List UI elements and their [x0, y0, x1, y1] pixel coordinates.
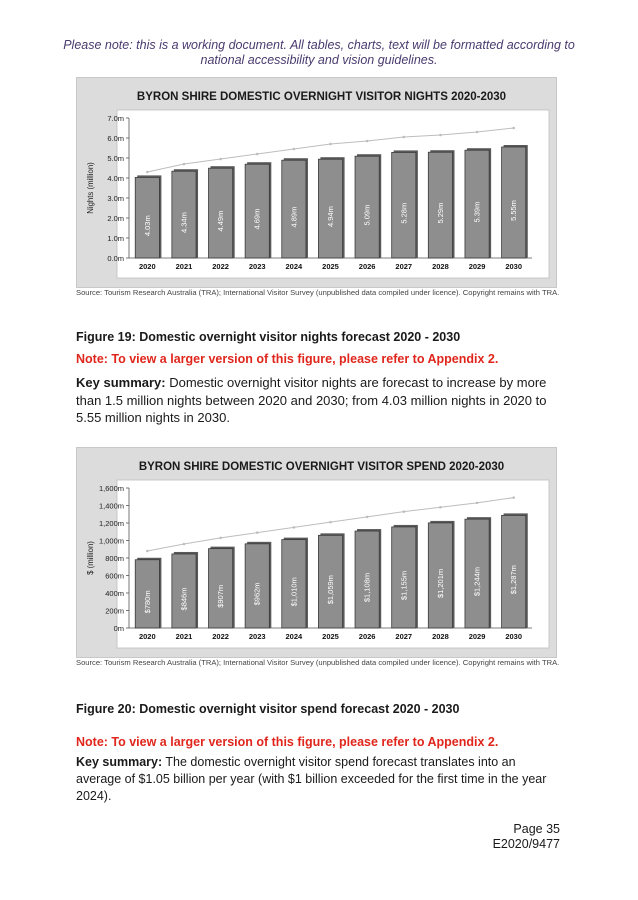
- x-tick-label: 2030: [505, 632, 523, 641]
- bar-data-label: $1,108m: [362, 572, 372, 603]
- y-tick-label: 1,200m: [98, 519, 124, 528]
- x-tick-label: 2027: [395, 632, 413, 641]
- bar-data-label: 4.49m: [216, 210, 226, 232]
- trend-point: [256, 153, 259, 156]
- working-document-notice: Please note: this is a working document. All tables, charts, text will be formatted according to national accessibility and vision guidelines.: [63, 38, 575, 67]
- nights-chart-frame: [76, 77, 557, 288]
- figure-20-key-summary: [76, 754, 556, 805]
- bar-data-label: $846m: [179, 587, 189, 611]
- trend-point: [366, 140, 369, 143]
- y-tick-label: 3.0m: [107, 194, 124, 203]
- y-tick-label: 2.0m: [107, 214, 124, 223]
- trend-point: [512, 496, 515, 499]
- trend-point: [219, 537, 222, 540]
- y-tick-label: 200m: [105, 606, 124, 616]
- y-tick-label: 1,600m: [98, 484, 124, 493]
- trend-point: [512, 127, 515, 130]
- trend-point: [219, 158, 222, 161]
- chart-source-note: Source: Tourism Research Australia (TRA); International Visitor Survey (unpublished data compiled under licence). Copyright remains with TRA.: [76, 288, 560, 297]
- trend-point: [439, 506, 442, 509]
- bar-data-label: $962m: [252, 582, 262, 606]
- x-tick-label: 2021: [175, 632, 193, 641]
- trend-point: [146, 171, 149, 174]
- trend-point: [146, 550, 149, 553]
- bar-data-label: $1,155m: [399, 570, 409, 601]
- x-tick-label: 2028: [432, 262, 449, 271]
- y-tick-label: 0m: [113, 624, 124, 633]
- bar-data-label: 4.34m: [179, 212, 189, 234]
- chart-title: BYRON SHIRE DOMESTIC OVERNIGHT VISITOR NIGHTS 2020-2030: [136, 91, 507, 103]
- x-tick-label: 2030: [505, 262, 523, 271]
- trend-point: [293, 148, 296, 151]
- bar-data-label: 5.09m: [362, 204, 372, 226]
- trend-point: [476, 131, 479, 134]
- trend-point: [293, 526, 296, 529]
- figure-19-key-summary: [76, 374, 556, 427]
- trend-point: [439, 134, 442, 137]
- bar-data-label: 5.29m: [435, 202, 445, 224]
- figure-20-caption: Figure 20: Domestic overnight visitor spend forecast 2020 - 2030: [76, 702, 460, 716]
- y-axis-label: Nights (million): [86, 162, 95, 214]
- y-tick-label: 4.0m: [107, 174, 124, 183]
- trend-point: [256, 531, 259, 534]
- bar-data-label: $1,201m: [435, 568, 445, 599]
- x-tick-label: 2024: [285, 632, 303, 641]
- y-axis-label: $ (million): [86, 541, 95, 575]
- y-tick-label: 5.0m: [107, 154, 124, 163]
- y-tick-label: 400m: [105, 589, 124, 598]
- page-footer: [493, 822, 560, 852]
- trend-point: [476, 502, 479, 505]
- figure-20-appendix-note: Note: To view a larger version of this figure, please refer to Appendix 2.: [76, 735, 499, 749]
- y-tick-label: 6.0m: [107, 134, 124, 143]
- x-tick-label: 2029: [468, 262, 486, 271]
- trend-point: [183, 163, 186, 166]
- chart-title: BYRON SHIRE DOMESTIC OVERNIGHT VISITOR SPEND 2020-2030: [138, 461, 505, 473]
- trend-point: [183, 543, 186, 546]
- y-tick-label: 1,400m: [98, 501, 124, 511]
- x-tick-label: 2020: [138, 632, 156, 641]
- bar-data-label: 5.55m: [509, 200, 519, 221]
- y-tick-label: 1,000m: [98, 536, 124, 546]
- bar-data-label: 4.69m: [252, 208, 262, 230]
- key-summary-label: Key summary:: [76, 375, 166, 390]
- x-tick-label: 2027: [395, 262, 413, 271]
- trend-point: [402, 510, 405, 513]
- y-tick-label: 600m: [105, 571, 124, 581]
- trend-point: [366, 516, 369, 519]
- x-tick-label: 2028: [432, 632, 449, 641]
- x-tick-label: 2023: [248, 262, 266, 271]
- x-tick-label: 2026: [358, 262, 376, 271]
- x-tick-label: 2020: [138, 262, 156, 271]
- bar-data-label: 4.94m: [326, 206, 335, 228]
- y-tick-label: 0.0m: [107, 254, 124, 263]
- bar-data-label: $907m: [216, 584, 226, 608]
- document-reference: E2020/9477: [492, 837, 560, 851]
- trend-point: [329, 143, 332, 146]
- spend-bar-chart: [77, 448, 556, 657]
- chart-source-note: Source: Tourism Research Australia (TRA); International Visitor Survey (unpublished data compiled under licence). Copyright remains with TRA.: [76, 658, 560, 667]
- figure-19-caption: Figure 19: Domestic overnight visitor nights forecast 2020 - 2030: [76, 330, 461, 344]
- bar-data-label: $1,287m: [509, 565, 519, 595]
- bar-data-label: 5.39m: [472, 201, 482, 223]
- bar-data-label: 4.89m: [289, 206, 299, 228]
- x-tick-label: 2022: [212, 262, 229, 271]
- x-tick-label: 2026: [358, 632, 376, 641]
- key-summary-text: The domestic overnight visitor spend forecast translates into an average of $1.05 billion per year (with $1 billion exceeded for the first time in the year 2024).: [76, 755, 547, 803]
- page-number: Page 35: [513, 822, 560, 836]
- x-tick-label: 2029: [468, 632, 486, 641]
- key-summary-text: Domestic overnight visitor nights are forecast to increase by more than 1.5 million nights between 2020 and 2030; from 4.03 million nights in 2020 to 5.55 million nights in 2030.: [76, 375, 547, 425]
- x-tick-label: 2023: [248, 632, 266, 641]
- nights-bar-chart: [77, 78, 556, 287]
- bar-data-label: $780m: [142, 590, 152, 614]
- bar-data-label: $1,244m: [472, 566, 482, 597]
- x-tick-label: 2025: [322, 262, 339, 271]
- x-tick-label: 2025: [322, 632, 339, 641]
- bar-data-label: $1,059m: [326, 575, 335, 605]
- trend-point: [329, 521, 332, 524]
- spend-chart-frame: [76, 447, 557, 658]
- bar-data-label: 4.03m: [142, 215, 152, 237]
- figure-19-appendix-note: Note: To view a larger version of this figure, please refer to Appendix 2.: [76, 352, 499, 366]
- bar-data-label: 5.28m: [399, 202, 409, 224]
- x-tick-label: 2021: [175, 262, 193, 271]
- x-tick-label: 2022: [212, 632, 229, 641]
- bar-data-label: $1,010m: [289, 577, 299, 607]
- y-tick-label: 7.0m: [107, 114, 124, 123]
- y-tick-label: 800m: [105, 554, 124, 563]
- trend-point: [402, 136, 405, 139]
- x-tick-label: 2024: [285, 262, 303, 271]
- y-tick-label: 1.0m: [107, 234, 124, 243]
- key-summary-label: Key summary:: [76, 755, 163, 769]
